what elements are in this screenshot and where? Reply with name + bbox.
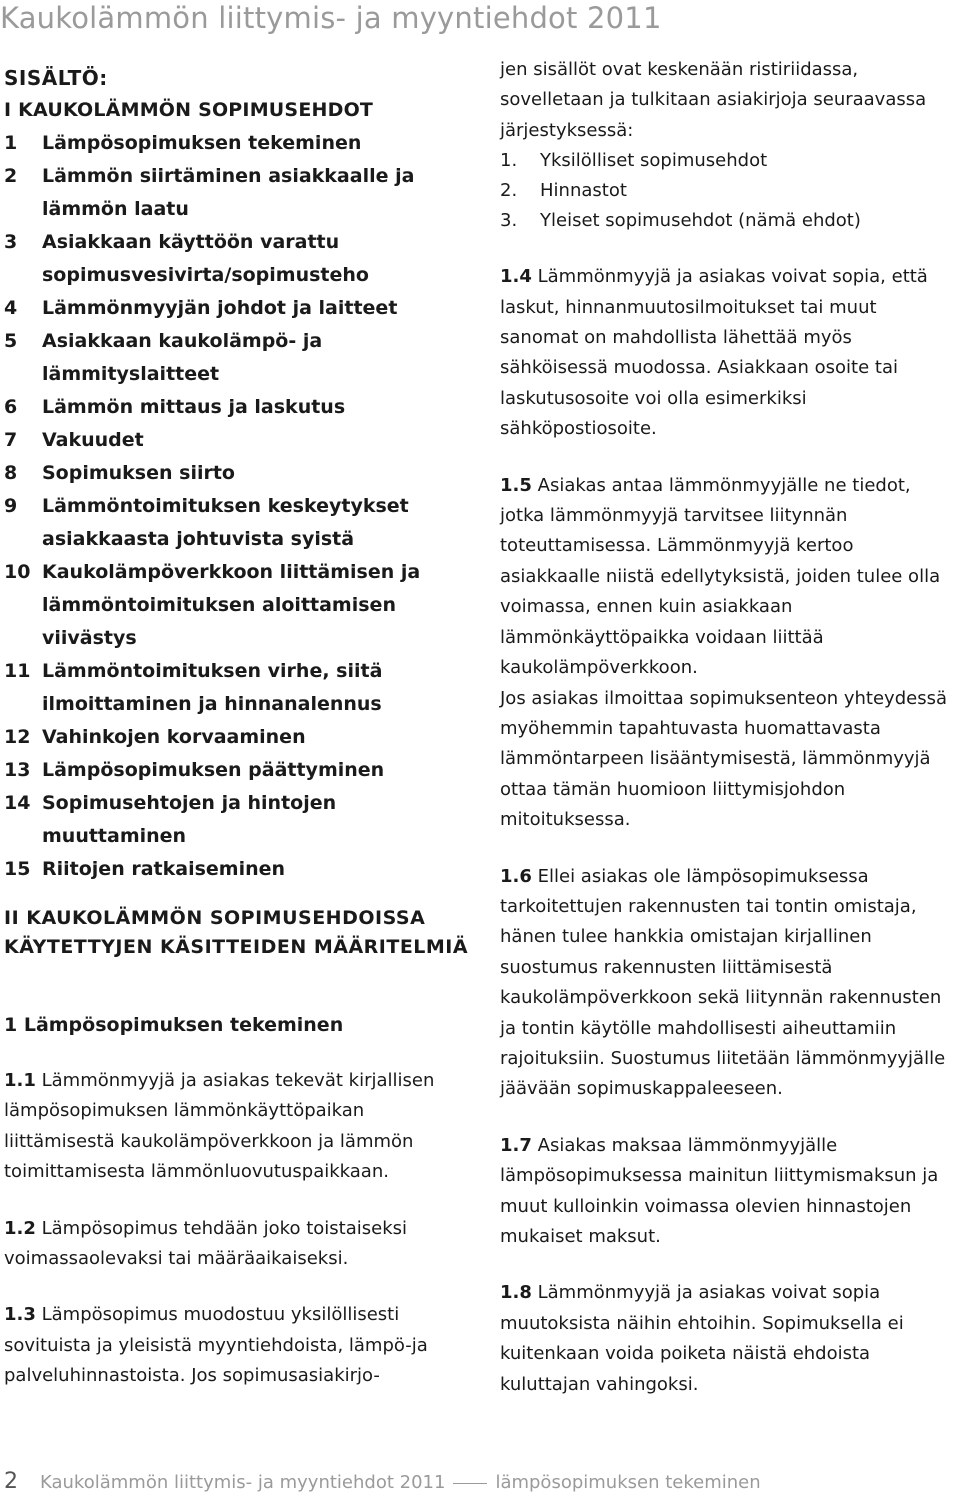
toc-item-number: 9 <box>4 495 18 517</box>
paragraph-number: 1.7 <box>500 1134 532 1156</box>
paragraph-1-8 <box>500 1278 955 1400</box>
toc-item-text: Lämpösopimuksen päättyminen <box>42 759 385 781</box>
toc-item-number: 13 <box>4 759 31 781</box>
footer-title: Kaukolämmön liittymis- ja myyntiehdot 2011 <box>40 1472 446 1493</box>
toc-item-number: 5 <box>4 330 18 352</box>
toc-item <box>4 391 476 424</box>
paragraph-text: Lämpösopimus muodostuu yksilöllisesti sovituista ja yleisistä myyntiehdoista, lämpö-ja palveluhinnastoista. Jos sopimusasiakirjo- <box>4 1304 428 1387</box>
paragraph-number: 1.2 <box>4 1217 36 1239</box>
precedence-list-item <box>500 146 955 176</box>
toc-item-text: Vakuudet <box>42 429 144 451</box>
toc-item-text: Lämmön mittaus ja laskutus <box>42 396 346 418</box>
toc-item-number: 2 <box>4 165 18 187</box>
toc-item-text: Sopimusehtojen ja hintojen muuttaminen <box>42 792 337 847</box>
paragraph-text: Lämmönmyyjä ja asiakas voivat sopia muutoksista näihin ehtoihin. Sopimuksella ei kuitenkaan voida poiketa näistä ehdoista kuluttajan vahingoksi. <box>500 1282 904 1395</box>
toc-item <box>4 721 476 754</box>
toc-item-text: Lämpösopimuksen tekeminen <box>42 132 362 154</box>
toc-item-text: Asiakkaan kaukolämpö- ja lämmityslaitteet <box>42 330 323 385</box>
paragraph-number: 1.5 <box>500 474 532 496</box>
list-item-text: Yleiset sopimusehdot (nämä ehdot) <box>540 210 861 232</box>
paragraph-text: Lämmönmyyjä ja asiakas voivat sopia, että laskut, hinnanmuutosilmoitukset tai muut sanomat on mahdollista lähettää myös sähköisessä muodossa. Asiakkaan osoite tai laskutusosoite voi olla esimerkiksi sähköpostiosoite. <box>500 266 928 440</box>
toc-item-number: 11 <box>4 660 31 682</box>
paragraph-text: Lämpösopimus tehdään joko toistaiseksi voimassaolevaksi tai määräaikaiseksi. <box>4 1217 407 1270</box>
page-number: 2 <box>4 1469 18 1494</box>
paragraph-1-7 <box>500 1131 955 1253</box>
toc-item-number: 12 <box>4 726 31 748</box>
toc-item <box>4 424 476 457</box>
paragraph-number: 1.3 <box>4 1304 36 1326</box>
paragraph-1-5-b: Jos asiakas ilmoittaa sopimuksenteon yhteydessä myöhemmin tapahtuvasta huomattavasta lämmöntarpeen lisääntymisestä, lämmönmyyjä ottaa tämän huomioon liittymisjohdon mitoituksessa. <box>500 687 947 831</box>
footer-dash <box>453 1483 487 1484</box>
left-column <box>4 62 476 1392</box>
toc-item <box>4 292 476 325</box>
chapter-heading: 1 Lämpösopimuksen tekeminen <box>4 1014 344 1036</box>
toc-list <box>4 127 476 886</box>
toc-item <box>4 325 476 391</box>
toc-item <box>4 655 476 721</box>
right-column <box>500 55 955 1400</box>
paragraph-1-3 <box>4 1300 476 1391</box>
paragraph-1-1 <box>4 1066 476 1188</box>
paragraph-number: 1.1 <box>4 1070 36 1091</box>
toc-item-text: Lämmöntoimituksen virhe, siitä ilmoittaminen ja hinnanalennus <box>42 660 383 715</box>
toc-item-text: Riitojen ratkaiseminen <box>42 858 286 880</box>
toc-item-text: Lämmön siirtäminen asiakkaalle ja lämmön laatu <box>42 165 415 220</box>
toc-item-text: Kaukolämpöverkkoon liittämisen ja lämmöntoimituksen aloittamisen viivästys <box>42 561 421 649</box>
page-footer <box>4 1470 761 1495</box>
toc-section-one: I KAUKOLÄMMÖN SOPIMUSEHDOT <box>4 99 374 121</box>
list-item-number: 3. <box>500 210 518 232</box>
toc-item <box>4 490 476 556</box>
toc-item-number: 6 <box>4 396 18 418</box>
paragraph-text: Asiakas antaa lämmönmyyjälle ne tiedot, jotka lämmönmyyjä tarvitsee liitynnän toteuttamisessa. Lämmönmyyjä kertoo asiakkaalle niistä edellytyksistä, joiden tulee olla voimassa, ennen kuin asiakkaan lämmönkäyttöpaikka voidaan liittää kaukolämpöverkkoon. <box>500 474 941 679</box>
paragraph-text: Lämmönmyyjä ja asiakas tekevät kirjallisen lämpösopimuksen lämmönkäyttöpaikan liittämisestä kaukolämpöverkkoon ja lämmön toimittamisesta lämmönluovutuspaikkaan. <box>4 1070 435 1183</box>
toc-item-text: Sopimuksen siirto <box>42 462 235 484</box>
precedence-list <box>500 146 955 236</box>
paragraph-text: Ellei asiakas ole lämpösopimuksessa tarkoitettujen rakennusten tai tontin omistaja, hänen tulee hankkia omistajan kirjallinen suostumus rakennusten liittämisestä kaukolämpöverkkoon sekä liitynnän rakennusten ja tontin käytölle mahdollisesti aiheuttamiin rajoituksiin. Suostumus liitetään lämmönmyyjälle jäävään sopimuskappaleeseen. <box>500 865 946 1100</box>
document-title: Kaukolämmön liittymis- ja myyntiehdot 2011 <box>0 1 662 35</box>
paragraph-number: 1.6 <box>500 865 532 887</box>
toc-item-text: Lämmönmyyjän johdot ja laitteet <box>42 297 398 319</box>
toc-item <box>4 853 476 886</box>
toc-item-number: 15 <box>4 858 31 880</box>
toc-item-number: 7 <box>4 429 18 451</box>
toc-item <box>4 160 476 226</box>
toc-item-text: Lämmöntoimituksen keskeytykset asiakkaasta johtuvista syistä <box>42 495 409 550</box>
footer-section: lämpösopimuksen tekeminen <box>495 1472 761 1493</box>
toc-item-number: 8 <box>4 462 18 484</box>
paragraph-1-2 <box>4 1214 476 1275</box>
toc-item-number: 3 <box>4 231 18 253</box>
toc-item <box>4 787 476 853</box>
paragraph-1-4 <box>500 262 955 444</box>
toc-heading: SISÄLTÖ: <box>4 66 108 90</box>
list-item-number: 2. <box>500 180 518 202</box>
toc-item-text: Vahinkojen korvaaminen <box>42 726 306 748</box>
toc-item <box>4 556 476 655</box>
toc-item <box>4 754 476 787</box>
toc-item <box>4 127 476 160</box>
paragraph-1-5 <box>500 471 955 684</box>
list-item-number: 1. <box>500 150 518 172</box>
toc-item-number: 14 <box>4 792 31 814</box>
paragraph-text: Asiakas maksaa lämmönmyyjälle lämpösopimuksessa mainitun liittymismaksun ja muut kulloinkin voimassa olevien hinnastojen mukaiset maksut. <box>500 1134 939 1247</box>
toc-item-number: 1 <box>4 132 18 154</box>
precedence-list-item <box>500 176 955 206</box>
paragraph-1-6 <box>500 862 955 1105</box>
precedence-list-item <box>500 206 955 236</box>
toc-item-number: 10 <box>4 561 31 583</box>
paragraph-number: 1.8 <box>500 1282 532 1304</box>
list-item-text: Yksilölliset sopimusehdot <box>540 150 768 172</box>
toc-item-number: 4 <box>4 297 18 319</box>
toc-item-text: Asiakkaan käyttöön varattu sopimusvesivirta/sopimusteho <box>42 231 369 286</box>
toc-section-two: II KAUKOLÄMMÖN SOPIMUSEHDOISSA KÄYTETTYJEN KÄSITTEIDEN MÄÄRITELMIÄ <box>4 907 469 958</box>
list-item-text: Hinnastot <box>540 180 627 202</box>
toc-item <box>4 457 476 490</box>
paragraph-1-3-continued: jen sisällöt ovat keskenään ristiriidassa, sovelletaan ja tulkitaan asiakirjoja seuraavassa järjestyksessä: <box>500 59 927 141</box>
paragraph-number: 1.4 <box>500 266 532 288</box>
toc-item <box>4 226 476 292</box>
